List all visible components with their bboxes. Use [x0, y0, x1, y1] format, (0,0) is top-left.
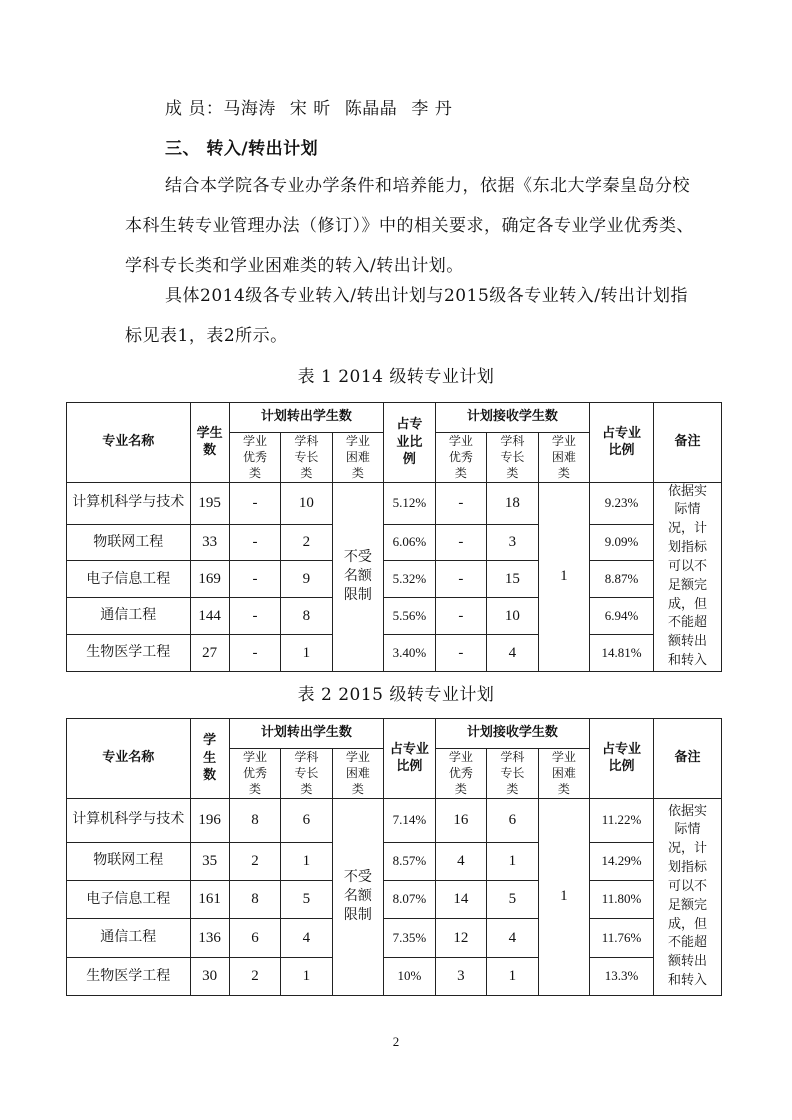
- table-row: [67, 598, 722, 635]
- header-share-out: 占专业比例: [384, 719, 435, 799]
- header-remark: 备注: [653, 719, 721, 799]
- members-label: 成 员：: [165, 99, 224, 119]
- cell-out-specialty: 9: [281, 561, 332, 598]
- subheader-excellent: 学业优秀类: [435, 749, 486, 799]
- subheader-difficulty: 学业困难类: [332, 433, 384, 483]
- cell-in-share: 14.81%: [590, 635, 654, 672]
- table-row: [67, 524, 722, 561]
- member-name: 马海涛: [223, 99, 276, 119]
- header-plan-out: 计划转出学生数: [229, 403, 383, 433]
- cell-in-excellent: -: [435, 524, 486, 561]
- cell-students: 196: [190, 798, 229, 842]
- member-name: 陈晶晶: [344, 99, 398, 119]
- table-row: [67, 880, 722, 918]
- cell-students: 35: [190, 842, 229, 880]
- cell-out-share: 10%: [384, 957, 435, 995]
- cell-in-specialty: 6: [487, 798, 538, 842]
- cell-out-share: 8.57%: [384, 842, 435, 880]
- header-students: 学生数: [190, 403, 229, 483]
- cell-in-excellent: 16: [435, 798, 486, 842]
- cell-major: 通信工程: [67, 598, 191, 635]
- cell-in-difficulty: 1: [538, 798, 590, 995]
- members-line: [165, 94, 466, 119]
- cell-major: 通信工程: [67, 919, 191, 957]
- cell-out-share: 3.40%: [384, 635, 435, 672]
- table-row: [67, 482, 722, 524]
- table-row: [67, 842, 722, 880]
- cell-in-excellent: 3: [435, 957, 486, 995]
- cell-in-specialty: 5: [487, 880, 538, 918]
- cell-in-share: 14.29%: [590, 842, 654, 880]
- cell-students: 27: [190, 635, 229, 672]
- cell-out-difficulty: 不受名额限制: [332, 798, 384, 995]
- cell-out-specialty: 2: [281, 524, 332, 561]
- cell-out-share: 7.14%: [384, 798, 435, 842]
- table2-caption: 表 2 2015 级转专业计划: [297, 685, 495, 705]
- cell-in-excellent: -: [435, 561, 486, 598]
- cell-in-specialty: 1: [487, 957, 538, 995]
- cell-in-difficulty: 1: [538, 482, 590, 671]
- header-share-in: 占专业比例: [590, 719, 654, 799]
- header-major: 专业名称: [67, 403, 191, 483]
- cell-in-share: 9.09%: [590, 524, 654, 561]
- header-remark: 备注: [653, 403, 721, 483]
- table-2015-plan: [66, 718, 722, 996]
- cell-in-share: 11.80%: [590, 880, 654, 918]
- cell-remark: 依据实际情况，计划指标可以不足额完成，但不能超额转出和转入: [653, 798, 721, 995]
- cell-out-specialty: 1: [281, 957, 332, 995]
- subheader-difficulty: 学业困难类: [332, 749, 384, 799]
- member-name: 李 丹: [411, 99, 453, 119]
- cell-out-excellent: 2: [229, 842, 280, 880]
- cell-out-excellent: -: [229, 482, 280, 524]
- cell-in-excellent: 12: [435, 919, 486, 957]
- subheader-excellent: 学业优秀类: [229, 433, 280, 483]
- header-major: 专业名称: [67, 719, 191, 799]
- header-share-in: 占专业比例: [590, 403, 654, 483]
- header-share-out: 占专业比例: [384, 403, 435, 483]
- cell-in-excellent: -: [435, 482, 486, 524]
- subheader-specialty: 学科专长类: [487, 433, 538, 483]
- cell-students: 136: [190, 919, 229, 957]
- cell-out-share: 5.56%: [384, 598, 435, 635]
- cell-in-share: 6.94%: [590, 598, 654, 635]
- cell-out-excellent: -: [229, 524, 280, 561]
- cell-major: 生物医学工程: [67, 635, 191, 672]
- subheader-specialty: 学科专长类: [281, 749, 332, 799]
- cell-in-share: 8.87%: [590, 561, 654, 598]
- table-row: [67, 798, 722, 842]
- table-row: [67, 561, 722, 598]
- cell-out-share: 8.07%: [384, 880, 435, 918]
- subheader-difficulty: 学业困难类: [538, 433, 590, 483]
- cell-students: 144: [190, 598, 229, 635]
- table-row: [67, 919, 722, 957]
- cell-out-share: 5.12%: [384, 482, 435, 524]
- cell-out-excellent: -: [229, 635, 280, 672]
- cell-in-specialty: 3: [487, 524, 538, 561]
- cell-major: 电子信息工程: [67, 880, 191, 918]
- member-name: 宋 昕: [289, 99, 331, 119]
- cell-out-excellent: 8: [229, 798, 280, 842]
- cell-out-specialty: 5: [281, 880, 332, 918]
- table-2014-plan: [66, 402, 722, 672]
- cell-in-excellent: -: [435, 635, 486, 672]
- cell-students: 30: [190, 957, 229, 995]
- cell-out-specialty: 1: [281, 635, 332, 672]
- cell-major: 计算机科学与技术: [67, 798, 191, 842]
- cell-out-share: 5.32%: [384, 561, 435, 598]
- header-plan-in: 计划接收学生数: [435, 403, 589, 433]
- header-plan-out: 计划转出学生数: [229, 719, 383, 749]
- cell-out-excellent: -: [229, 598, 280, 635]
- cell-in-specialty: 4: [487, 919, 538, 957]
- table1-caption: 表 1 2014 级转专业计划: [297, 367, 495, 387]
- header-plan-in: 计划接收学生数: [435, 719, 589, 749]
- table-row: [67, 957, 722, 995]
- subheader-difficulty: 学业困难类: [538, 749, 590, 799]
- subheader-specialty: 学科专长类: [487, 749, 538, 799]
- paragraph-detail: 具体2014级各专业转入/转出计划与2015级各专业转入/转出计划指标见表1，表2所示。: [125, 286, 688, 346]
- cell-out-excellent: -: [229, 561, 280, 598]
- cell-in-share: 11.22%: [590, 798, 654, 842]
- cell-out-share: 6.06%: [384, 524, 435, 561]
- paragraph-intro: 结合本学院各专业办学条件和培养能力，依据《东北大学秦皇岛分校本科生转专业管理办法（修订）》中的相关要求，确定各专业学业优秀类、学科专长类和学业困难类的转入/转出计划。: [125, 176, 694, 276]
- cell-out-excellent: 2: [229, 957, 280, 995]
- cell-out-specialty: 1: [281, 842, 332, 880]
- cell-out-excellent: 8: [229, 880, 280, 918]
- cell-in-share: 11.76%: [590, 919, 654, 957]
- cell-major: 物联网工程: [67, 524, 191, 561]
- cell-in-specialty: 18: [487, 482, 538, 524]
- cell-out-difficulty: 不受名额限制: [332, 482, 384, 671]
- cell-students: 169: [190, 561, 229, 598]
- cell-out-specialty: 10: [281, 482, 332, 524]
- cell-out-specialty: 6: [281, 798, 332, 842]
- cell-remark: 依据实际情况，计划指标可以不足额完成，但不能超额转出和转入: [653, 482, 721, 671]
- cell-major: 生物医学工程: [67, 957, 191, 995]
- subheader-excellent: 学业优秀类: [229, 749, 280, 799]
- cell-out-specialty: 8: [281, 598, 332, 635]
- table-row: [67, 635, 722, 672]
- cell-out-share: 7.35%: [384, 919, 435, 957]
- section-title: 三、 转入/转出计划: [165, 139, 319, 159]
- cell-students: 195: [190, 482, 229, 524]
- cell-in-share: 13.3%: [590, 957, 654, 995]
- cell-out-excellent: 6: [229, 919, 280, 957]
- cell-in-excellent: 4: [435, 842, 486, 880]
- cell-students: 33: [190, 524, 229, 561]
- cell-in-specialty: 10: [487, 598, 538, 635]
- page-number: 2: [392, 1034, 400, 1049]
- cell-in-specialty: 4: [487, 635, 538, 672]
- cell-in-specialty: 1: [487, 842, 538, 880]
- cell-major: 电子信息工程: [67, 561, 191, 598]
- cell-students: 161: [190, 880, 229, 918]
- header-students: 学生数: [190, 719, 229, 799]
- cell-out-specialty: 4: [281, 919, 332, 957]
- subheader-excellent: 学业优秀类: [435, 433, 486, 483]
- cell-major: 物联网工程: [67, 842, 191, 880]
- cell-in-excellent: 14: [435, 880, 486, 918]
- cell-major: 计算机科学与技术: [67, 482, 191, 524]
- cell-in-specialty: 15: [487, 561, 538, 598]
- subheader-specialty: 学科专长类: [281, 433, 332, 483]
- cell-in-share: 9.23%: [590, 482, 654, 524]
- cell-in-excellent: -: [435, 598, 486, 635]
